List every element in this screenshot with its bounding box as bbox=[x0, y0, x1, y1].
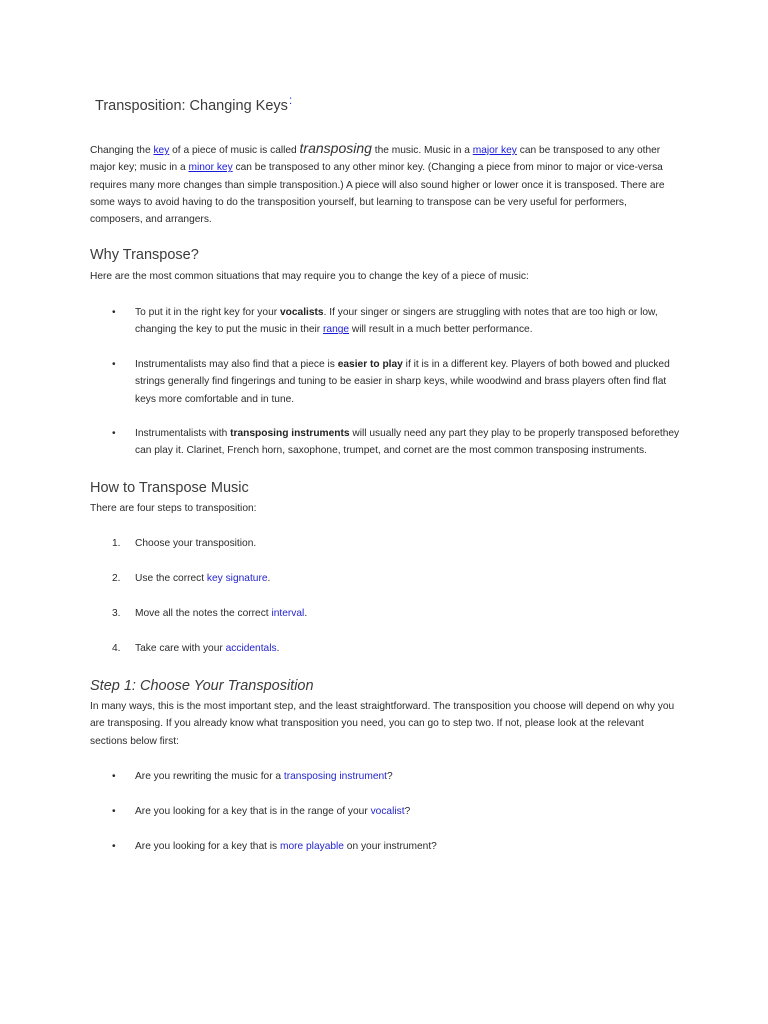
key-signature-link[interactable]: key signature bbox=[206, 573, 268, 584]
bullet-marker: • bbox=[112, 359, 116, 370]
bullet-marker: • bbox=[112, 307, 116, 318]
page-title: Transposition: Changing Keys: bbox=[95, 93, 293, 114]
bullet-marker: • bbox=[112, 771, 116, 782]
key-link[interactable]: key bbox=[153, 145, 170, 156]
major-key-link[interactable]: major key bbox=[472, 145, 517, 156]
transposing-term: transposing bbox=[299, 140, 372, 156]
why-transpose-heading: Why Transpose? bbox=[90, 247, 199, 263]
bullet-marker: • bbox=[112, 841, 116, 852]
intro-paragraph: Changing the key of a piece of music is called transposing the music. Music in a major key can be transposed to any other major key; music in a minor key can be transposed to any other minor key. (Changing a piece from minor to major or vice-versa requires many more changes than simple transposition.) A piece will also sound higher or lower once it is transposed. There are some ways to avoid having to do the transposition yourself, but learning to transpose can be very useful for performers, composers, and arrangers. bbox=[90, 140, 665, 226]
interval-link[interactable]: interval bbox=[271, 608, 305, 619]
vocalist-link[interactable]: vocalist bbox=[370, 806, 405, 817]
more-playable-link[interactable]: more playable bbox=[279, 841, 344, 852]
step1-heading: Step 1: Choose Your Transposition bbox=[90, 678, 314, 694]
bullet-marker: • bbox=[112, 428, 116, 439]
range-link[interactable]: range bbox=[323, 324, 350, 336]
how-to-transpose-heading: How to Transpose Music bbox=[90, 480, 249, 496]
transposing-instrument-link[interactable]: transposing instrument bbox=[283, 771, 387, 782]
accidentals-link[interactable]: accidentals bbox=[225, 643, 277, 654]
how-lead: There are four steps to transposition: bbox=[90, 503, 257, 514]
why-lead: Here are the most common situations that may require you to change the key of a piece of music: bbox=[90, 271, 529, 282]
step1-paragraph: In many ways, this is the most important step, and the least straightforward. The transposition you choose will depend on why you are transposing. If you already know what transposition you need, you can go to step two. If not, please look at the relevant sections below ﬁrst: bbox=[90, 701, 675, 747]
title-marker: : bbox=[288, 93, 293, 107]
bullet-marker: • bbox=[112, 806, 116, 817]
minor-key-link[interactable]: minor key bbox=[188, 162, 233, 174]
